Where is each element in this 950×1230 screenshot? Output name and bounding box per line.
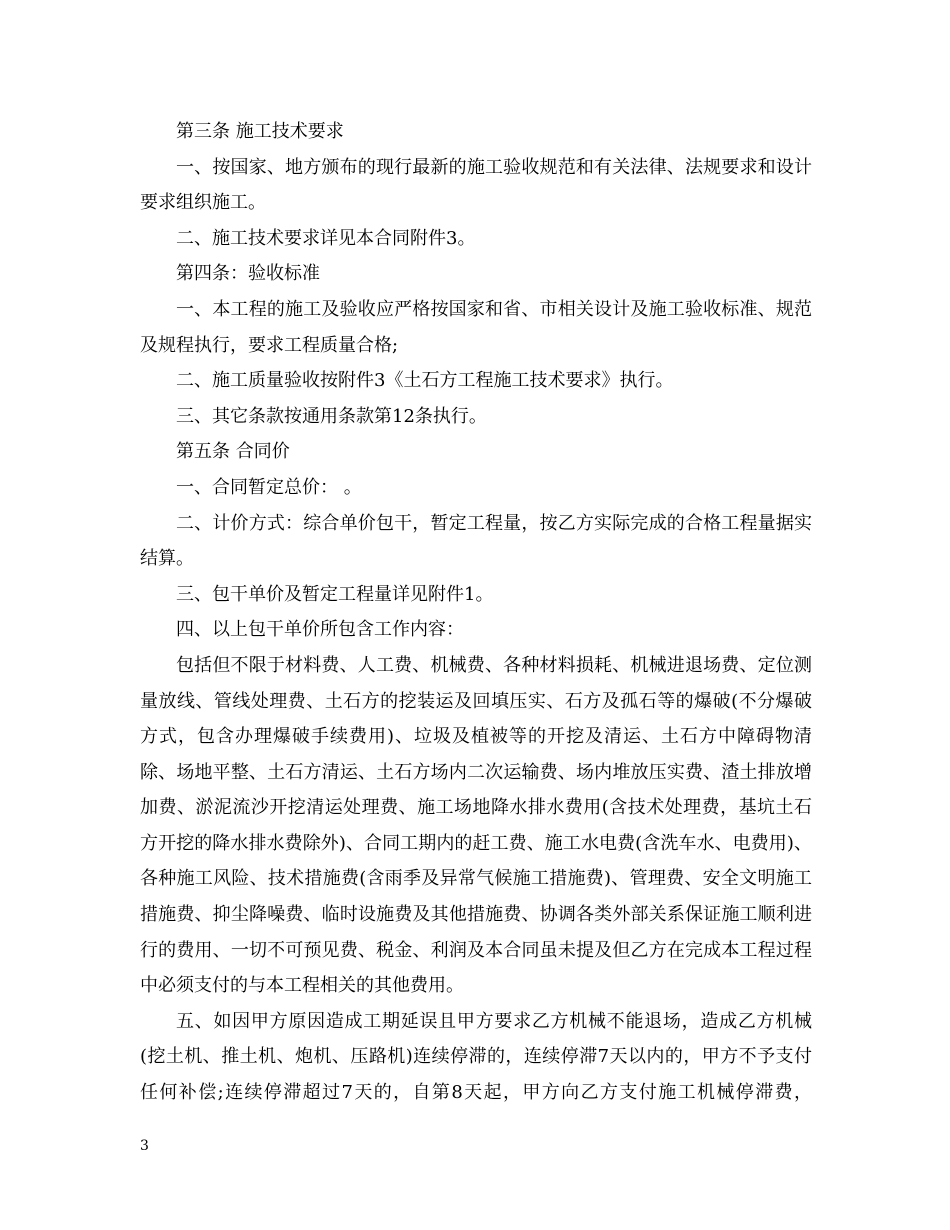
page-number: 3: [140, 1138, 149, 1154]
paragraph: 一、按国家、地方颁布的现行最新的施工验收规范和有关法律、法规要求和设计要求组织施工。: [140, 156, 812, 214]
article-5-heading: 第五条 合同价: [176, 441, 290, 463]
body-text: [140, 114, 812, 1111]
paragraph: 三、其它条款按通用条款第12条执行。: [176, 405, 487, 427]
article-3-heading: 第三条 施工技术要求: [176, 121, 344, 142]
paragraph: 一、本工程的施工及验收应严格按国家和省、市相关设计及施工验收标准、规范及规程执行，要求工程质量合格;: [140, 298, 812, 356]
paragraph: 五、如因甲方原因造成工期延误且甲方要求乙方机械不能退场，造成乙方机械(挖土机、推土机、炮机、压路机)连续停滞的，连续停滞7天以内的，甲方不予支付任何补偿;连续停滞超过7天的，自第8天起，甲方向乙方支付施工机械停滞费，: [140, 1010, 812, 1104]
paragraph: 二、施工技术要求详见本合同附件3。: [176, 227, 476, 249]
paragraph: 二、计价方式：综合单价包干，暂定工程量，按乙方实际完成的合格工程量据实结算。: [140, 512, 812, 570]
paragraph: 二、施工质量验收按附件3《土石方工程施工技术要求》执行。: [176, 370, 674, 392]
paragraph: 三、包干单价及暂定工程量详见附件1。: [176, 583, 494, 605]
article-4-heading: 第四条：验收标准: [176, 263, 320, 285]
paragraph: 一、合同暂定总价： 。: [176, 476, 362, 498]
paragraph: 包括但不限于材料费、人工费、机械费、各种材料损耗、机械进退场费、定位测量放线、管线处理费、土石方的挖装运及回填压实、石方及孤石等的爆破(不分爆破方式，包含办理爆破手续费用)、垃圾及植被等的开挖及清运、土石方中障碍物清除、场地平整、土石方清运、土石方场内二次运输费、场内堆放压实费、渣土排放增加费、淤泥流沙开挖清运处理费、施工场地降水排水费用(含技术处理费，基坑土石方开挖的降水排水费除外)、合同工期内的赶工费、施工水电费(含洗车水、电费用)、各种施工风险、技术措施费(含雨季及异常气候施工措施费)、管理费、安全文明施工措施费、抑尘降噪费、临时设施费及其他措施费、协调各类外部关系保证施工顺利进行的费用、一切不可预见费、税金、利润及本合同虽未提及但乙方在完成本工程过程中必须支付的与本工程相关的其他费用。: [140, 654, 812, 997]
paragraph: 四、以上包干单价所包含工作内容：: [176, 619, 464, 641]
